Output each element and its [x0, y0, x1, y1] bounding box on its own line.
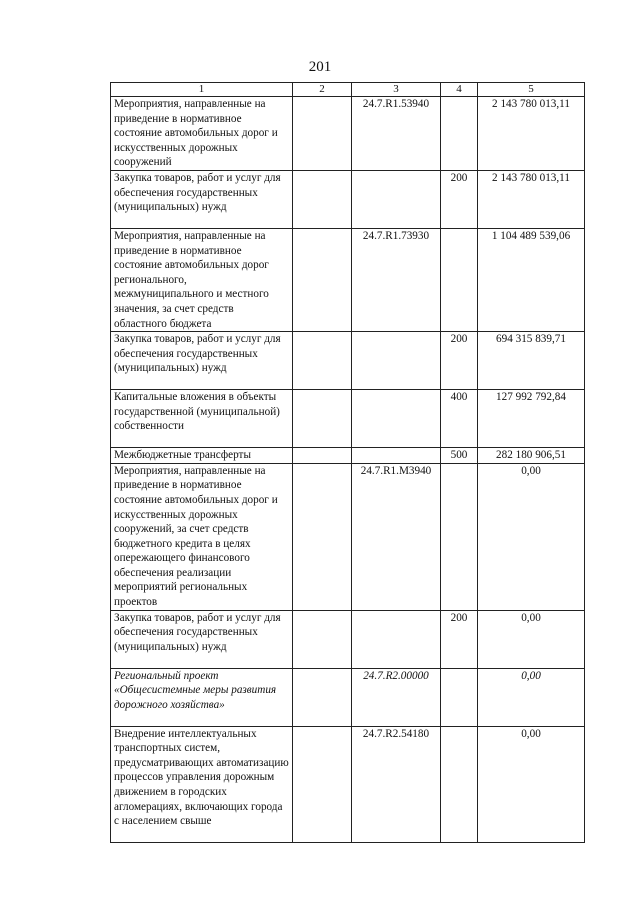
- table-row: [111, 448, 585, 464]
- row-amount: 127 992 792,84: [478, 390, 585, 448]
- row-col2: [293, 228, 352, 331]
- row-type: 200: [441, 170, 478, 228]
- row-name: Внедрение интеллектуальных транспортных систем, предусматривающих автоматизацию процессов управления дорожным движением в городских агломерациях, включающих города с населением свыше: [111, 726, 293, 842]
- row-type: [441, 97, 478, 171]
- row-amount: 0,00: [478, 726, 585, 842]
- row-type: 200: [441, 332, 478, 390]
- row-code: [352, 390, 441, 448]
- row-col2: [293, 332, 352, 390]
- row-code: 24.7.R2.00000: [352, 668, 441, 726]
- row-type: 500: [441, 448, 478, 464]
- row-col2: [293, 668, 352, 726]
- row-name: Мероприятия, направленные на приведение в нормативное состояние автомобильных дорог регионального, межмуниципального и местного значения, за счет средств областного бюджета: [111, 228, 293, 331]
- table-row: [111, 170, 585, 228]
- row-amount: 0,00: [478, 610, 585, 668]
- row-code: 24.7.R2.54180: [352, 726, 441, 842]
- row-amount: 2 143 780 013,11: [478, 97, 585, 171]
- row-name: Закупка товаров, работ и услуг для обеспечения государственных (муниципальных) нужд: [111, 170, 293, 228]
- table-row: [111, 97, 585, 171]
- row-type: 400: [441, 390, 478, 448]
- table-header-row: [111, 83, 585, 97]
- row-col2: [293, 463, 352, 610]
- table-row: [111, 390, 585, 448]
- row-name: Мероприятия, направленные на приведение в нормативное состояние автомобильных дорог и искусственных дорожных сооружений: [111, 97, 293, 171]
- row-code: 24.7.R1.73930: [352, 228, 441, 331]
- row-col2: [293, 97, 352, 171]
- row-amount: 2 143 780 013,11: [478, 170, 585, 228]
- row-type: 200: [441, 610, 478, 668]
- table-row: [111, 332, 585, 390]
- row-code: 24.7.R1.53940: [352, 97, 441, 171]
- row-code: [352, 448, 441, 464]
- table-row: [111, 726, 585, 842]
- row-amount: 0,00: [478, 668, 585, 726]
- table-row: [111, 610, 585, 668]
- row-type: [441, 668, 478, 726]
- row-col2: [293, 170, 352, 228]
- column-header-2: 2: [293, 83, 352, 97]
- column-header-5: 5: [478, 83, 585, 97]
- row-name: Закупка товаров, работ и услуг для обеспечения государственных (муниципальных) нужд: [111, 332, 293, 390]
- row-type: [441, 228, 478, 331]
- row-name: Закупка товаров, работ и услуг для обеспечения государственных (муниципальных) нужд: [111, 610, 293, 668]
- row-code: [352, 332, 441, 390]
- row-amount: 0,00: [478, 463, 585, 610]
- row-col2: [293, 610, 352, 668]
- row-amount: 1 104 489 539,06: [478, 228, 585, 331]
- row-code: [352, 610, 441, 668]
- row-name: Капитальные вложения в объекты государственной (муниципальной) собственности: [111, 390, 293, 448]
- column-header-4: 4: [441, 83, 478, 97]
- row-col2: [293, 390, 352, 448]
- row-name: Мероприятия, направленные на приведение в нормативное состояние автомобильных дорог и искусственных дорожных сооружений, за счет средств бюджетного кредита в целях опережающего финансового обеспечения реализации мероприятий региональных проектов: [111, 463, 293, 610]
- table-row: [111, 668, 585, 726]
- row-amount: 282 180 906,51: [478, 448, 585, 464]
- row-name: Межбюджетные трансферты: [111, 448, 293, 464]
- column-header-1: 1: [111, 83, 293, 97]
- table-row: [111, 463, 585, 610]
- budget-table: [110, 82, 585, 843]
- row-col2: [293, 726, 352, 842]
- row-type: [441, 463, 478, 610]
- table-row: [111, 228, 585, 331]
- page-number: 201: [308, 59, 332, 75]
- row-type: [441, 726, 478, 842]
- row-code: [352, 170, 441, 228]
- row-code: 24.7.R1.М3940: [352, 463, 441, 610]
- row-amount: 694 315 839,71: [478, 332, 585, 390]
- column-header-3: 3: [352, 83, 441, 97]
- row-name: Региональный проект «Общесистемные меры развития дорожного хозяйства»: [111, 668, 293, 726]
- row-col2: [293, 448, 352, 464]
